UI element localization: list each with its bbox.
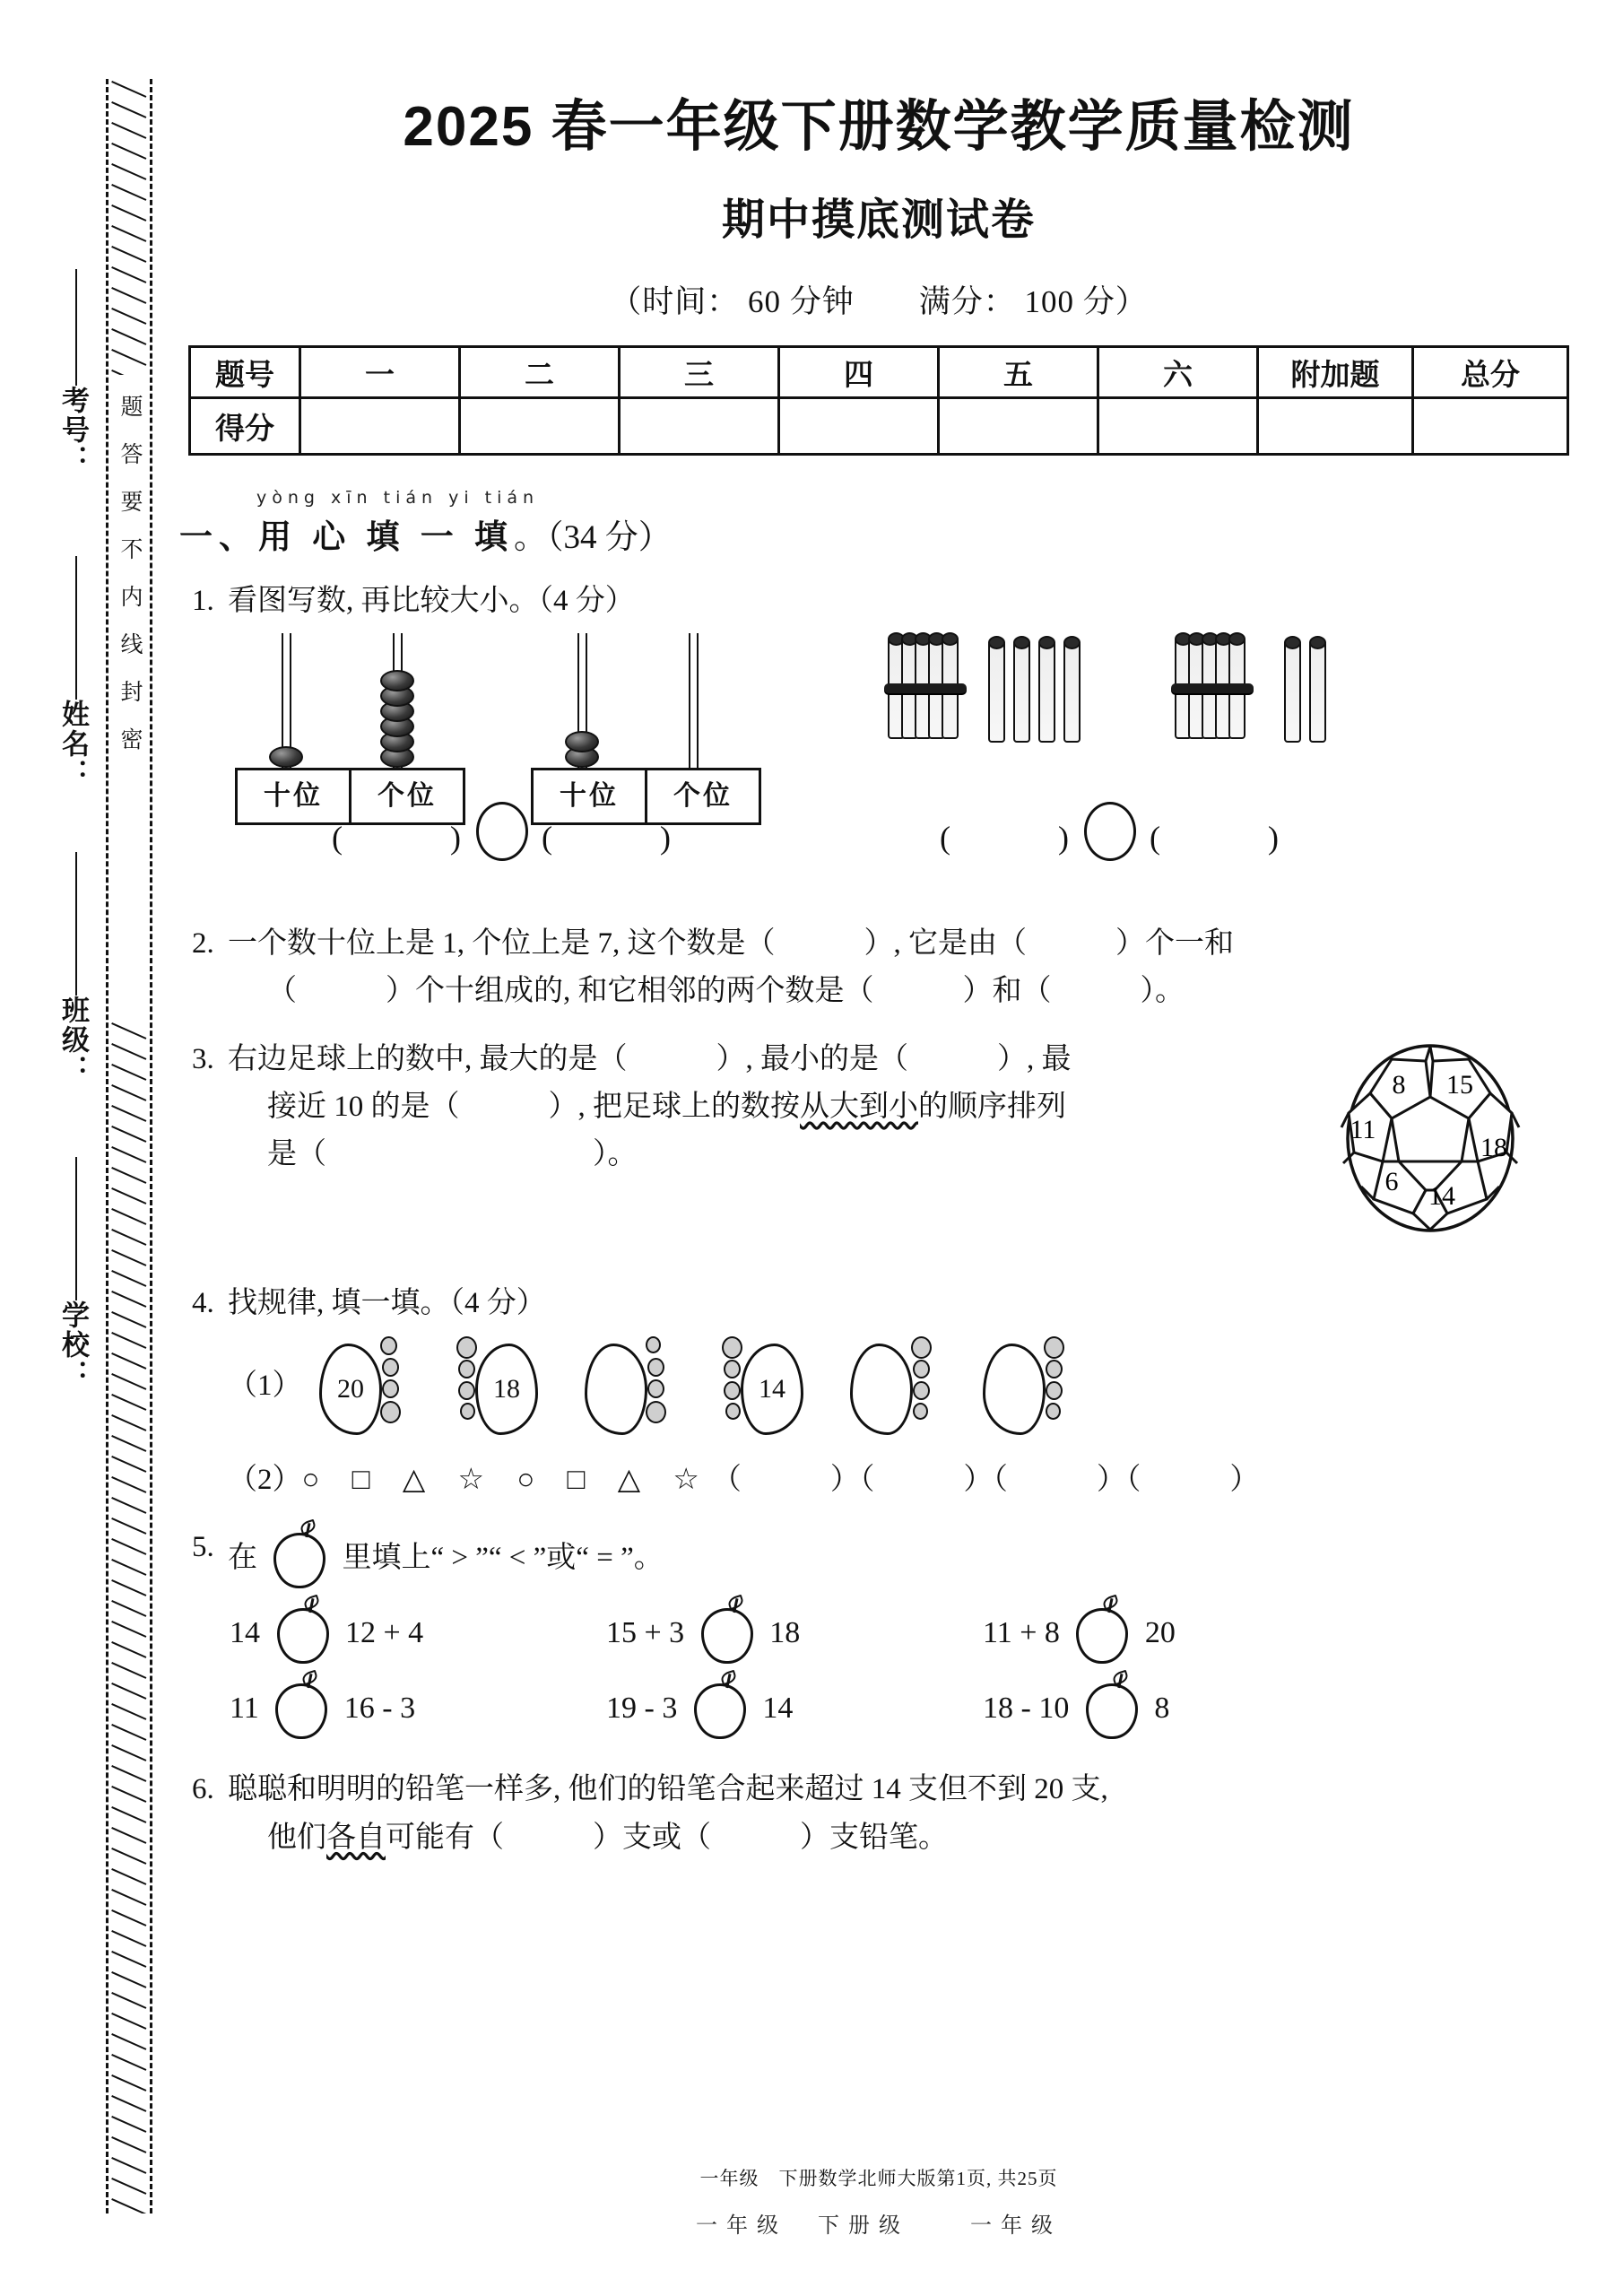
score-row-label-1: 题号	[190, 347, 300, 398]
footprint-2[interactable]	[452, 1336, 538, 1437]
apple-body	[273, 1533, 325, 1588]
footprint-2-sole	[475, 1344, 538, 1435]
footprint-6-toe-3	[1046, 1381, 1063, 1400]
q1-blank-b-open: (	[542, 819, 554, 856]
compare-4-right: 16 - 3	[343, 1692, 416, 1726]
compare-3-left: 11 + 8	[983, 1616, 1060, 1650]
apple-icon-4[interactable]	[275, 1674, 327, 1734]
question-5-number: 5.	[192, 1531, 214, 1564]
question-6-number: 6.	[192, 1773, 214, 1806]
score-col-total: 总分	[1413, 347, 1568, 398]
compare-item-5[interactable]	[606, 1674, 983, 1734]
footprint-2-toe-4	[460, 1403, 475, 1420]
apple-1-body	[277, 1608, 329, 1664]
apple-icon-5[interactable]	[694, 1674, 746, 1734]
question-6-wavy: 各自	[326, 1821, 386, 1854]
q4-sub2-label: （2）	[228, 1464, 302, 1496]
field-kaohao: 考号：	[57, 386, 89, 474]
apple-6-body	[1086, 1683, 1138, 1739]
compare-item-4[interactable]	[230, 1674, 606, 1734]
question-1	[179, 578, 1578, 625]
compare-1-right: 12 + 4	[345, 1616, 424, 1650]
abacus-2	[531, 631, 761, 825]
abacus-2-tens-bead-2	[565, 731, 599, 752]
q1-blank-b-close: )	[660, 819, 673, 856]
score-mark-4[interactable]	[779, 398, 939, 455]
q1-blank-c-close: )	[1058, 819, 1071, 856]
footprint-2-toe-3	[458, 1381, 475, 1400]
question-3-number: 3.	[192, 1042, 214, 1075]
footprint-2-value: 18	[493, 1374, 520, 1404]
footprint-6-toe-4	[1046, 1403, 1061, 1420]
footprint-4-toe-1	[722, 1336, 742, 1359]
question-3-line-1: 右边足球上的数中, 最大的是（ ）, 最小的是（ ）, 最	[228, 1042, 1072, 1075]
score-mark-6[interactable]	[1098, 398, 1258, 455]
question-5-prefix: 在	[228, 1542, 257, 1575]
compare-1-left: 14	[230, 1616, 260, 1650]
footer-line-1: 一年级 下册数学北师大版第1页, 共25页	[699, 2168, 1058, 2189]
footprint-1-sole	[319, 1344, 382, 1435]
q1-blank-d-close: )	[1268, 819, 1280, 856]
question-4	[179, 1280, 1578, 1327]
footprint-3-toe-3	[647, 1379, 664, 1398]
question-1-figures	[179, 631, 1578, 900]
footprint-1-value: 20	[337, 1374, 364, 1404]
loose-stick-1-1	[988, 640, 1005, 743]
q4-sub1-label: （1）	[228, 1370, 302, 1402]
loose-stick-2-1	[1284, 640, 1301, 743]
score-mark-1[interactable]	[300, 398, 460, 455]
page-footer	[179, 2164, 1578, 2239]
compare-5-left: 19 - 3	[606, 1692, 678, 1726]
compare-3-right: 20	[1144, 1616, 1176, 1650]
footprint-1-toe-3	[382, 1379, 399, 1398]
bundle-1-tie	[884, 683, 967, 693]
score-mark-3[interactable]	[620, 398, 779, 455]
bundle-2-tie	[1171, 683, 1254, 693]
score-col-bonus: 附加题	[1258, 347, 1413, 398]
compare-item-1[interactable]	[230, 1599, 606, 1658]
abacus-2-rods	[531, 631, 761, 768]
hatch-top	[108, 79, 150, 375]
footprint-1[interactable]	[319, 1336, 405, 1437]
question-5-suffix: 里填上“ > ”“ < ”或“ = ”。	[342, 1542, 664, 1575]
page-title: 2025 春一年级下册数学教学质量检测	[403, 96, 1355, 158]
footprint-1-toe-1	[380, 1336, 397, 1355]
question-1-number: 1.	[192, 585, 214, 618]
compare-2-right: 18	[769, 1616, 801, 1650]
score-col-6: 六	[1098, 347, 1258, 398]
q1-answer-sticks[interactable]	[940, 802, 1280, 861]
footprint-4-toe-3	[724, 1381, 741, 1400]
footprint-1-toe-4	[380, 1401, 401, 1423]
score-col-3: 三	[620, 347, 779, 398]
compare-5-right: 14	[762, 1692, 794, 1726]
abacus-1	[235, 631, 465, 825]
field-rule-3	[75, 852, 77, 996]
field-rule-1	[75, 269, 77, 386]
footprint-6-sole	[983, 1344, 1046, 1435]
score-col-5: 五	[939, 347, 1098, 398]
question-4-text: 找规律, 填一填。（4 分）	[228, 1286, 546, 1319]
apple-icon-1[interactable]	[277, 1599, 329, 1658]
loose-stick-1-3	[1038, 640, 1055, 743]
q1-blank-a-close: )	[450, 819, 463, 856]
section-one-title: 一、用 心 填 一 填	[179, 519, 514, 557]
apple-2-body	[701, 1608, 753, 1664]
question-3-line-2b: 的顺序排列	[918, 1091, 1066, 1123]
question-6-line-2a: 他们	[267, 1821, 326, 1854]
sticks-bundle-2	[1175, 637, 1255, 740]
compare-item-2[interactable]	[606, 1599, 983, 1658]
footprint-4-sole	[741, 1344, 803, 1435]
footprint-4[interactable]	[717, 1336, 803, 1437]
question-6-line-1: 聪聪和明明的铅笔一样多, 他们的铅笔合起来超过 14 支但不到 20 支,	[228, 1773, 1108, 1806]
question-4-number: 4.	[192, 1286, 214, 1319]
abacus-1-ones-bead-6	[380, 670, 414, 691]
compare-item-3[interactable]	[983, 1599, 1359, 1658]
section-one	[179, 488, 1578, 558]
question-3-wavy: 从大到小	[800, 1091, 918, 1123]
question-6-line-2	[228, 1814, 1578, 1862]
footprint-4-toe-4	[725, 1403, 741, 1420]
football-number-2: 15	[1446, 1069, 1473, 1100]
q1-blank-d-open: (	[1150, 819, 1162, 856]
footprint-4-value: 14	[759, 1374, 785, 1404]
score-mark-5[interactable]	[939, 398, 1098, 455]
footprint-5-toe-2	[913, 1360, 930, 1378]
field-rule-4	[75, 1157, 77, 1300]
score-col-2: 二	[460, 347, 620, 398]
apple-4-body	[275, 1683, 327, 1739]
q1-blank-a-open: (	[332, 819, 344, 856]
footprint-5[interactable]	[850, 1336, 936, 1437]
score-table-header-row	[190, 347, 1568, 398]
footprint-5-sole	[850, 1344, 913, 1435]
footprint-5-toe-4	[913, 1403, 928, 1420]
abacus-1-tens-label: 十位	[238, 770, 352, 822]
footprint-2-toe-2	[458, 1360, 475, 1378]
score-mark-2[interactable]	[460, 398, 620, 455]
seal-band	[106, 79, 152, 2213]
football-number-4: 18	[1480, 1132, 1507, 1162]
score-table	[188, 345, 1569, 456]
footprint-5-toe-1	[911, 1336, 932, 1359]
score-col-4: 四	[779, 347, 939, 398]
score-mark-total[interactable]	[1413, 398, 1568, 455]
footprint-6-toe-1	[1044, 1336, 1064, 1359]
score-row-label-2: 得分	[190, 398, 300, 455]
question-5-row-1	[179, 1599, 1578, 1658]
hatch-bottom	[108, 1021, 150, 2213]
question-3-line-2a: 接近 10 的是（ ）, 把足球上的数按	[267, 1091, 800, 1123]
footprint-3-sole	[585, 1344, 647, 1435]
footprint-3[interactable]	[585, 1336, 671, 1437]
question-6-line-2b[interactable]: 可能有（ ）支或（ ）支铅笔。	[386, 1821, 948, 1854]
football-icon	[1336, 1041, 1524, 1235]
abacus-2-ones-rod	[689, 633, 699, 768]
question-4-shapes-row	[179, 1457, 1578, 1504]
compare-item-6[interactable]	[983, 1674, 1359, 1734]
field-xuexiao: 学校：	[57, 1300, 89, 1389]
q1-compare-circle-2[interactable]	[1084, 802, 1136, 861]
compare-4-left: 11	[230, 1692, 259, 1726]
abacus-2-ones-label: 个位	[673, 780, 733, 811]
seal-line-text: 题答要不内线封密	[117, 395, 142, 775]
compare-6-left: 18 - 10	[983, 1692, 1070, 1726]
abacus-1-ones-label: 个位	[378, 780, 437, 811]
question-5	[179, 1524, 1578, 1583]
compare-6-right: 8	[1154, 1692, 1170, 1726]
question-4-footprints	[228, 1331, 1578, 1448]
question-3-line-2	[228, 1083, 1370, 1131]
football-number-5: 6	[1384, 1166, 1399, 1196]
loose-stick-1-4	[1063, 640, 1081, 743]
question-2-number: 2.	[192, 926, 214, 960]
question-1-text: 看图写数, 再比较大小。（4 分）	[228, 585, 635, 618]
page-subtitle: 期中摸底测试卷	[721, 196, 1036, 245]
apple-icon-3[interactable]	[1076, 1599, 1128, 1658]
apple-5-body	[694, 1683, 746, 1739]
q4-shape-blanks[interactable]: （ ）（ ）（ ）（ ）	[711, 1464, 1260, 1496]
section-one-pinyin: yòng xīn tián yi tián	[256, 488, 540, 509]
question-6	[179, 1766, 1578, 1862]
field-banji: 班级：	[57, 996, 89, 1084]
compare-2-left: 15 + 3	[606, 1616, 685, 1650]
sticks-bundle-1	[888, 637, 968, 740]
loose-stick-2-2	[1309, 640, 1326, 743]
apple-icon-2[interactable]	[701, 1599, 753, 1658]
apple-icon-6[interactable]	[1086, 1674, 1138, 1734]
question-2	[179, 920, 1578, 1016]
question-3-line-3[interactable]: 是（ ）。	[267, 1138, 638, 1171]
question-2-line-2: （ ）个十组成的, 和它相邻的两个数是（ ）和（ ）。	[267, 975, 1185, 1008]
abacus-1-tens-bead-1	[269, 746, 303, 768]
score-col-1: 一	[300, 347, 460, 398]
footprint-6-toe-2	[1046, 1360, 1063, 1378]
abacus-1-rods	[235, 631, 465, 768]
football-number-3: 11	[1350, 1114, 1376, 1144]
q1-answer-abacus[interactable]	[332, 802, 673, 861]
q1-blank-c-open: (	[940, 819, 952, 856]
question-3	[179, 1036, 1578, 1260]
football-number-1: 8	[1392, 1069, 1406, 1100]
exam-meta: （时间： 60 分钟 满分： 100 分）	[610, 284, 1148, 320]
footprint-3-toe-1	[646, 1336, 661, 1353]
footprint-6[interactable]	[983, 1336, 1069, 1437]
content-column	[179, 0, 1578, 2296]
q4-shape-sequence: ○ □ △ ☆ ○ □ △ ☆	[301, 1464, 712, 1496]
score-table-marks-row	[190, 398, 1568, 455]
field-xingming: 姓名：	[57, 700, 89, 788]
question-5-row-2	[179, 1674, 1578, 1734]
field-rule-2	[75, 556, 77, 700]
footprint-1-toe-2	[382, 1358, 399, 1377]
footer-line-2: 一年级 下册级 一年级	[696, 2214, 1062, 2238]
footprint-5-toe-3	[913, 1381, 930, 1400]
footprint-4-toe-2	[724, 1360, 741, 1378]
q1-compare-circle-1[interactable]	[476, 802, 528, 861]
section-one-points: 。（34 分）	[514, 519, 672, 557]
apple-icon-prompt	[273, 1524, 325, 1583]
abacus-2-tens-label: 十位	[534, 770, 647, 822]
score-mark-bonus[interactable]	[1258, 398, 1413, 455]
football-number-6: 14	[1428, 1180, 1455, 1211]
footprint-2-toe-1	[456, 1336, 477, 1359]
question-2-line-1: 一个数十位上是 1, 个位上是 7, 这个数是（ ）, 它是由（ ）个一和	[228, 926, 1234, 960]
footprint-3-toe-2	[647, 1358, 664, 1377]
loose-stick-1-2	[1013, 640, 1030, 743]
section-one-heading	[179, 509, 1578, 558]
footprint-3-toe-4	[646, 1401, 666, 1423]
apple-3-body	[1076, 1608, 1128, 1664]
